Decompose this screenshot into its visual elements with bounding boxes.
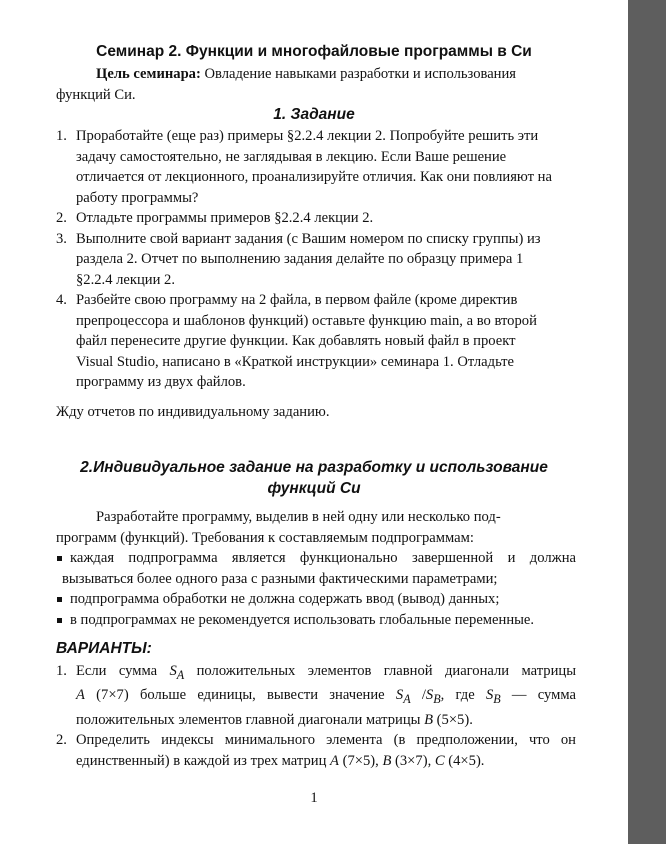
list-item: 2. Определить индексы минимального элемента (в предположении, что он единственный) в каждой из трех матриц A (7×5), B (3×7), C (4×5). (56, 732, 576, 769)
bullet-icon (57, 556, 62, 561)
goal-label: Цель семинара: (96, 66, 201, 82)
closing-note: Жду отчетов по индивидуальному заданию. (56, 404, 330, 420)
section2-intro: Разработайте программу, выделив в ней одну или несколько под- программ (функций). Требования к составляемым подпрограммам: (56, 509, 501, 546)
goal-text-cont: функций Си. (56, 86, 136, 103)
variants-heading: ВАРИАНТЫ: (56, 640, 152, 657)
task-list (56, 126, 576, 393)
list-item: 3. Выполните свой вариант задания (с Вашим номером по списку группы) из раздела 2. Отчет по выполнению задания делайте по образцу примера 1 §2.2.4 лекции 2. (56, 230, 541, 288)
goal-text: Овладение навыками разработки и использования (200, 66, 517, 82)
bullet-icon (57, 618, 62, 623)
bullet-icon (57, 597, 62, 602)
document-title: Семинар 2. Функции и многофайловые программы в Си (96, 43, 532, 60)
section2-heading-line1: 2.Индивидуальное задание на разработку и использование (80, 459, 548, 476)
list-item: 4. Разбейте свою программу на 2 файла, в первом файле (кроме директив препроцессора и шаблонов функций) оставьте функцию main, а во второй файл перенесите другие функции. Как добавлять новый файл в проект Visual Studio, написано в «Краткой инструкции» семинара 1. Отладьте программу из двух файлов. (56, 292, 537, 390)
list-item: в подпрограммах не рекомендуется использовать глобальные переменные. (56, 610, 576, 631)
list-item: каждая подпрограмма является функционально завершенной и должна вызываться более одного раза с разными фактическими параметрами; (56, 548, 576, 589)
list-item: 2. Отладьте программы примеров §2.2.4 лекции 2. (56, 210, 374, 226)
list-item: подпрограмма обработки не должна содержать ввод (вывод) данных; (56, 589, 576, 610)
requirements-list (56, 548, 576, 630)
section2-heading-line2: функций Си (267, 480, 361, 497)
section1-heading: 1. Задание (273, 106, 355, 123)
list-item: 1. Если сумма $S_A$ положительных элементов главной диагонали матрицы A (7×7) больше единицы, вывести значение $S_A$ $/S_B$, где $S_B$ — сумма положительных элементов главной диагонали матрицы B (5×5). (56, 663, 576, 728)
page-number: 1 (310, 790, 318, 806)
variants-list (56, 661, 576, 771)
list-item: 1. Проработайте (еще раз) примеры §2.2.4 лекции 2. Попробуйте решить эти задачу самостоятельно, не заглядывая в лекцию. Если Ваше решение отличается от лекционного, проанализируйте отличия. Как они повлияют на работу программы? (56, 128, 552, 206)
viewer-side-bar (628, 0, 666, 844)
seminar-goal (56, 64, 556, 105)
